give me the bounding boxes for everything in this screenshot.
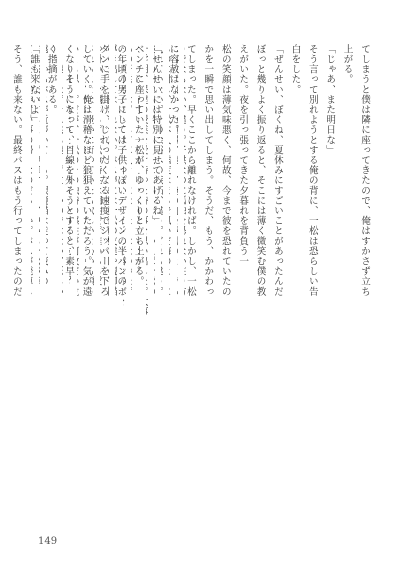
text-line bbox=[161, 44, 163, 534]
text-line: ベンチに座っていた一松が、ゆっくりと立ち上がる。 bbox=[132, 44, 144, 287]
text-line bbox=[146, 44, 148, 534]
text-line bbox=[100, 44, 102, 534]
text-line bbox=[184, 44, 186, 534]
text-block-left bbox=[31, 44, 186, 534]
text-line bbox=[154, 44, 156, 534]
text-line: に容赦はなかった。 bbox=[167, 44, 179, 135]
text-line bbox=[54, 44, 56, 534]
text-line bbox=[131, 44, 133, 534]
text-line: 松の笑顔は薄気味悪く、何故、今まで彼を恐れていたの bbox=[219, 44, 231, 297]
text-line: く指摘がある。 bbox=[45, 44, 57, 115]
text-line bbox=[39, 44, 41, 534]
text-line bbox=[62, 44, 64, 534]
text-line: てしまった。早くここから離れなければ。しかし、一松 bbox=[184, 44, 196, 297]
text-line: かを一瞬で思い出してしまう。そうだ、もう、かかわっ bbox=[202, 44, 214, 297]
text-line: 「ぜんせい、ぼくね、夏休みにすごいことがあったんだ bbox=[271, 44, 283, 297]
text-line bbox=[69, 44, 71, 534]
text-line: していく。俺は滑稽なほど狼狽えていただろう。気が遠 bbox=[80, 44, 92, 297]
text-line: タンに手を掛け、じれったくなる速度でジッパーを下ろ bbox=[97, 44, 109, 297]
text-line: 白をした。 bbox=[289, 44, 301, 95]
text-line: くなりそうになって、目線を外そうとすると、素早 bbox=[63, 44, 75, 277]
text-line bbox=[177, 44, 179, 534]
text-line: の年頃の男子にしては子供っぽいデザインの半パンのボ bbox=[115, 44, 127, 297]
text-line: そう言って別れようとする俺の背に、一松は恐らしい告 bbox=[306, 44, 318, 297]
text-line bbox=[77, 44, 79, 534]
text-line: 「じゃあ、また明日な」 bbox=[324, 44, 336, 156]
text-line: えがいた。夜を引っ張ってきた夕暮れを背負う一 bbox=[237, 44, 249, 267]
text-line: てしまうと僕は隣に座ってきたので、俺はすかさず立ち bbox=[359, 44, 370, 297]
page-number: 149 bbox=[38, 536, 58, 547]
text-line: ぼっと幾りよく振り返ると、そこには薄く微笑む僕の教 bbox=[254, 44, 266, 297]
text-line: 上がる。 bbox=[341, 44, 353, 85]
text-block-right bbox=[10, 44, 370, 534]
text-line bbox=[108, 44, 110, 534]
text-line: 「せんせいには特別に見せてあげるね」 bbox=[150, 44, 162, 226]
text-line bbox=[123, 44, 125, 534]
text-line bbox=[85, 44, 87, 534]
text-line bbox=[92, 44, 94, 534]
text-line bbox=[115, 44, 117, 534]
text-line bbox=[169, 44, 171, 534]
text-line bbox=[31, 44, 33, 534]
text-line: 「誰も来ないよ」 bbox=[28, 44, 40, 125]
text-line: そう、誰も来ない。最終バスはもう行ってしまったのだ bbox=[10, 44, 22, 297]
text-line bbox=[138, 44, 140, 534]
text-line bbox=[46, 44, 48, 534]
